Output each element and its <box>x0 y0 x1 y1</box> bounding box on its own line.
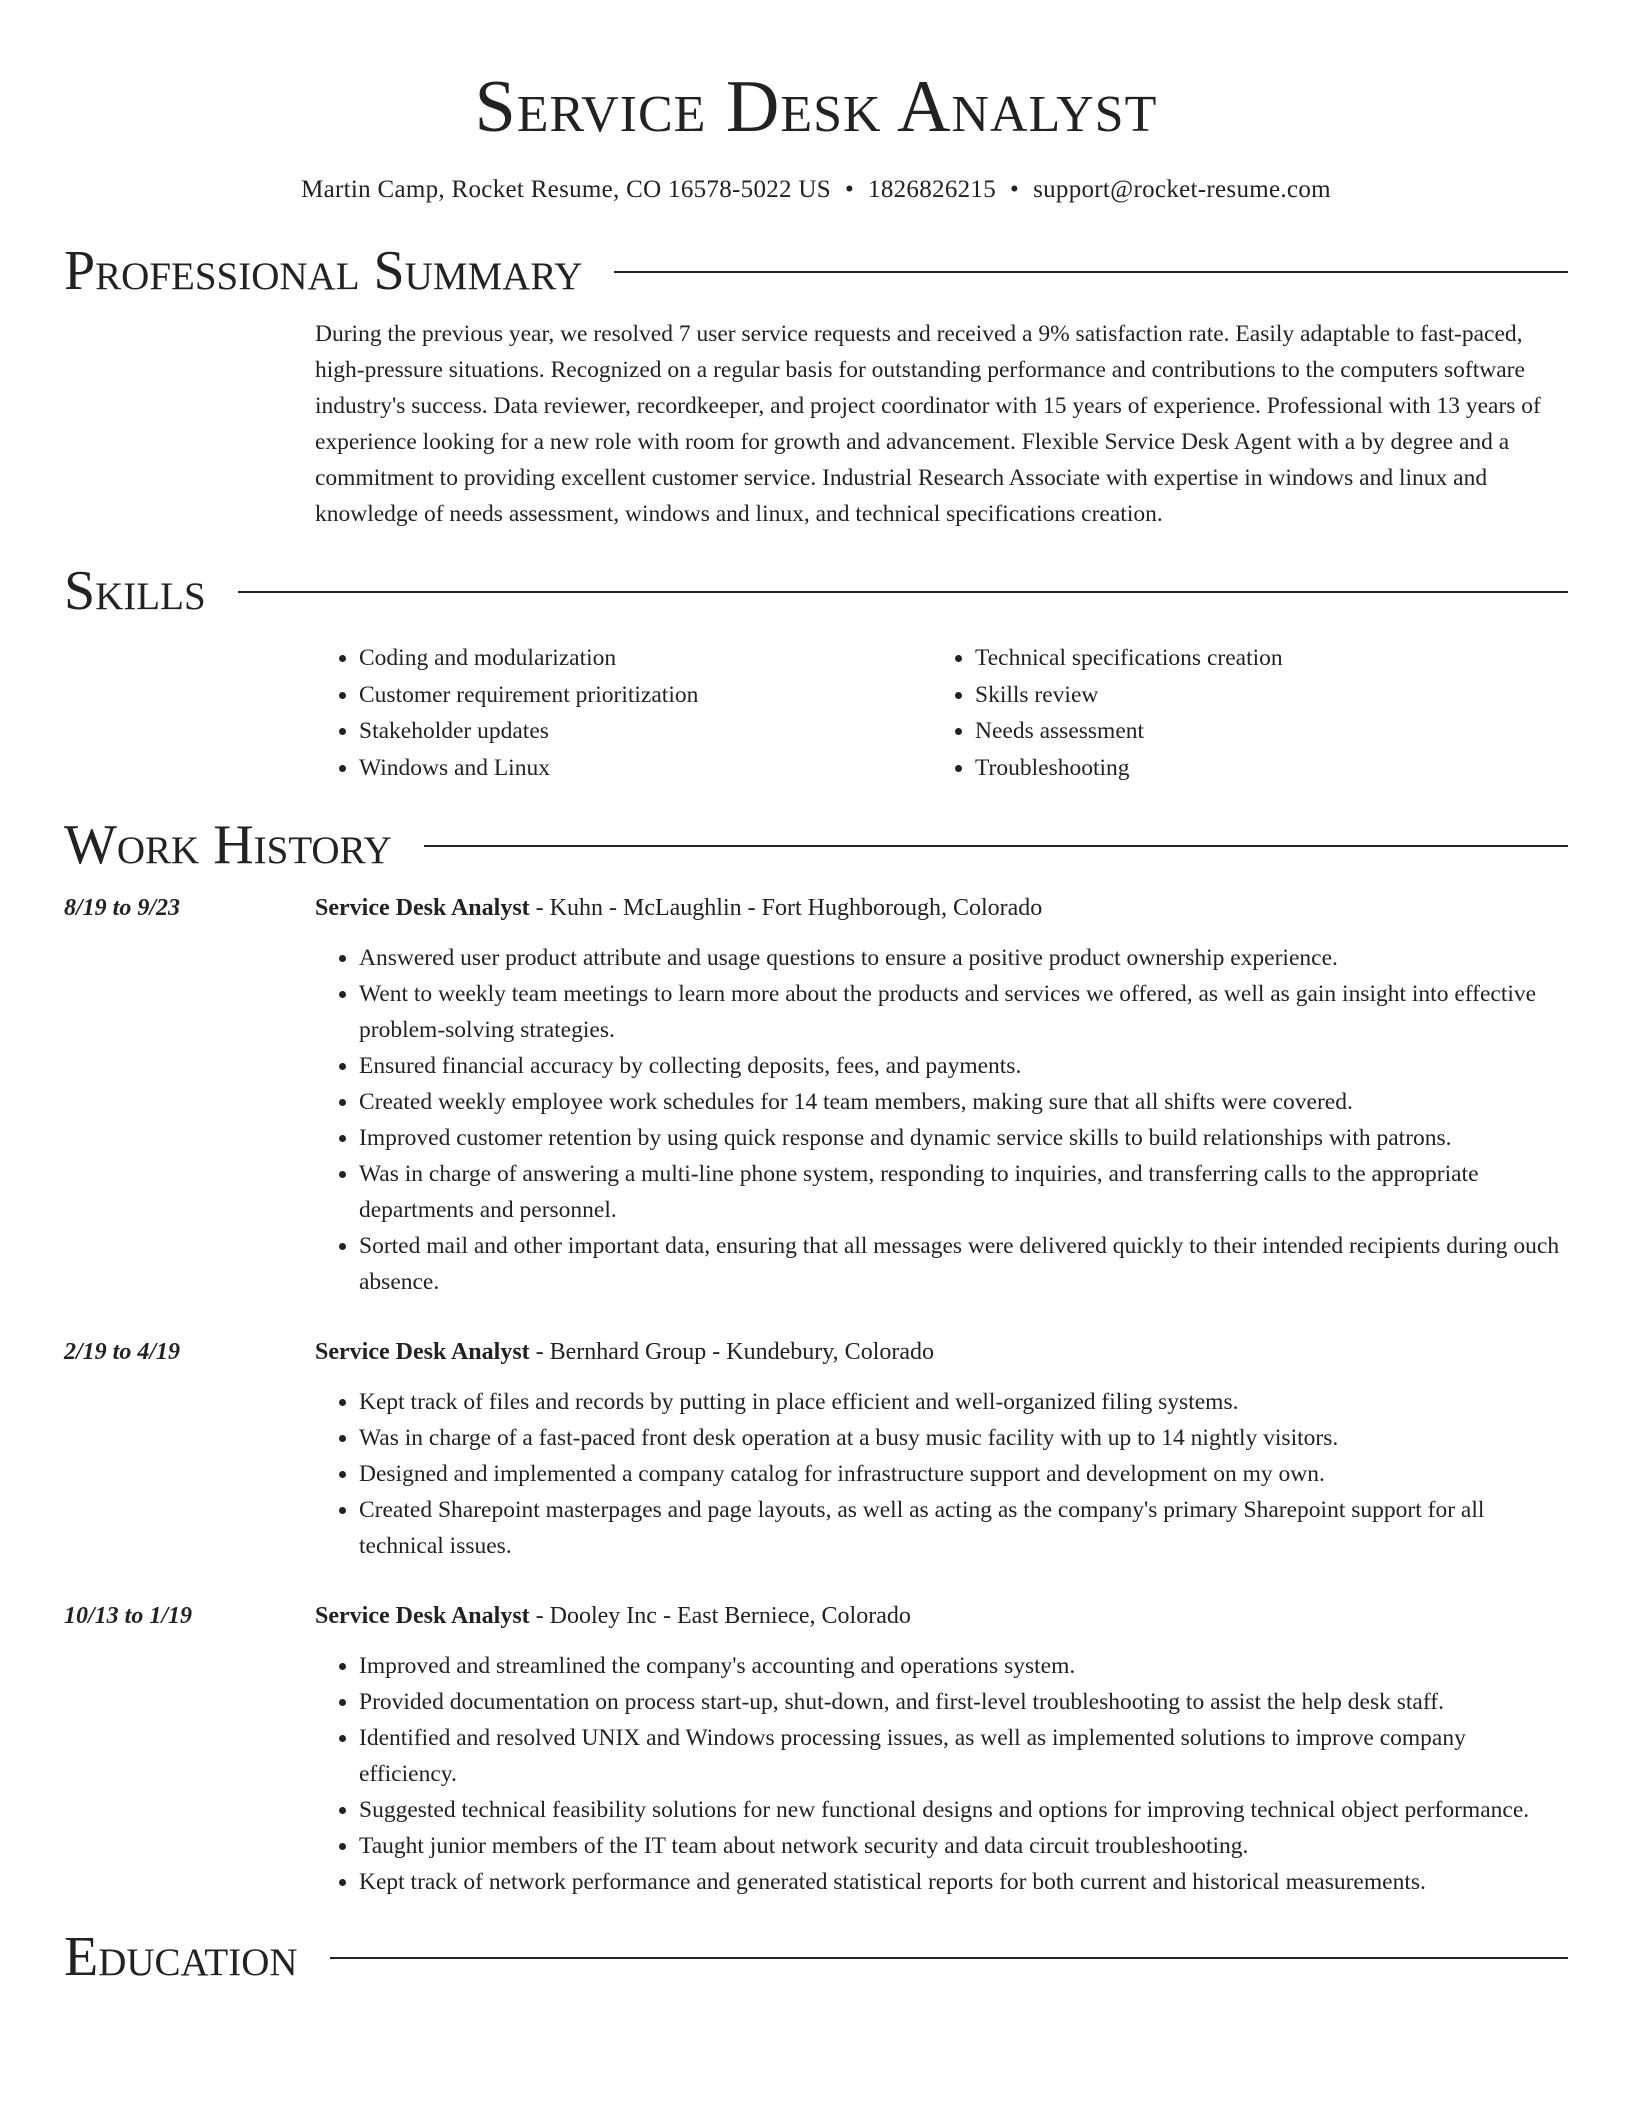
contact-email: support@rocket-resume.com <box>1033 176 1331 203</box>
job-bullet: • Created weekly employee work schedules for 14 team members, making sure that all shifts were covered. <box>359 1084 1568 1120</box>
job-employer-location: - Dooley Inc - East Berniece, Colorado <box>529 1603 911 1629</box>
skill-item: • Coding and modularization <box>359 640 931 677</box>
job-bullet: • Kept track of network performance and generated statistical reports for both current and historical measurements. <box>359 1864 1568 1900</box>
skill-item: • Needs assessment <box>975 713 1547 750</box>
job-header <box>315 1334 1568 1370</box>
job-bullet: • Went to weekly team meetings to learn more about the products and services we offered, as well as gain insight into effective problem-solving strategies. <box>359 976 1568 1048</box>
job-bullet: • Improved and streamlined the company's accounting and operations system. <box>359 1648 1568 1684</box>
skills-heading: Skills <box>64 560 206 622</box>
work-section-header <box>64 812 1568 878</box>
contact-phone: 1826826215 <box>868 176 997 203</box>
job-bullet: • Was in charge of answering a multi-line phone system, responding to inquiries, and transferring calls to the appropriate departments and personnel. <box>359 1156 1568 1228</box>
job-employer-location: - Bernhard Group - Kundebury, Colorado <box>529 1339 934 1365</box>
work-heading: Work History <box>64 814 392 876</box>
skill-item: • Customer requirement prioritization <box>359 677 931 714</box>
contact-line <box>64 174 1568 206</box>
job-bullet: • Was in charge of a fast-paced front desk operation at a busy music facility with up to 14 nightly visitors. <box>359 1420 1568 1456</box>
education-section-header <box>64 1924 1568 1990</box>
skill-item: • Troubleshooting <box>975 750 1547 787</box>
job-bullet: • Designed and implemented a company catalog for infrastructure support and development on my own. <box>359 1456 1568 1492</box>
contact-separator: • <box>844 176 855 203</box>
skill-item: • Stakeholder updates <box>359 713 931 750</box>
job-bullet: • Suggested technical feasibility solutions for new functional designs and options for improving technical object performance. <box>359 1792 1568 1828</box>
skills-column-left <box>315 640 931 786</box>
contact-separator: • <box>1010 176 1020 203</box>
skills-list <box>315 640 1568 786</box>
summary-heading: Professional Summary <box>64 240 583 302</box>
section-divider <box>614 271 1568 273</box>
job-employer-location: - Kuhn - McLaughlin - Fort Hughborough, Colorado <box>529 895 1043 921</box>
job-content <box>315 890 1568 1300</box>
job-title: Service Desk Analyst <box>315 1603 530 1629</box>
job-header <box>315 890 1568 926</box>
job-entry <box>64 1598 1568 1900</box>
contact-address: Martin Camp, Rocket Resume, CO 16578-5022 US <box>301 176 831 203</box>
skill-item: • Skills review <box>975 677 1547 714</box>
job-bullet: • Answered user product attribute and usage questions to ensure a positive product ownership experience. <box>359 940 1568 976</box>
resume-title: Service Desk Analyst <box>474 66 1158 148</box>
skills-section-header <box>64 558 1568 624</box>
job-bullets <box>315 1384 1568 1564</box>
job-bullet: • Provided documentation on process start-up, shut-down, and first-level troubleshooting to assist the help desk staff. <box>359 1684 1568 1720</box>
education-heading: Education <box>64 1926 298 1988</box>
skill-item: • Technical specifications creation <box>975 640 1547 677</box>
job-bullet: • Kept track of files and records by putting in place efficient and well-organized filing systems. <box>359 1384 1568 1420</box>
job-bullet: • Created Sharepoint masterpages and page layouts, as well as acting as the company's primary Sharepoint support for all technical issues. <box>359 1492 1568 1564</box>
job-entry <box>64 1334 1568 1564</box>
job-title: Service Desk Analyst <box>315 895 530 921</box>
summary-text: During the previous year, we resolved 7 user service requests and received a 9% satisfaction rate. Easily adaptable to fast-paced, high-pressure situations. Recognized on a regular basis for outstanding performance and contributions to the computers software industry's success. Data reviewer, recordkeeper, and project coordinator with 15 years of experience. Professional with 13 years of experience looking for a new role with room for growth and advancement. Flexible Service Desk Agent with a by degree and a commitment to providing excellent customer service. Industrial Research Associate with expertise in windows and linux and knowledge of needs assessment, windows and linux, and technical specifications creation. <box>315 321 1541 527</box>
section-divider <box>238 591 1568 593</box>
section-divider <box>330 1957 1568 1959</box>
job-dates: 8/19 to 9/23 <box>64 895 181 921</box>
job-bullet: • Taught junior members of the IT team about network security and data circuit troubleshooting. <box>359 1828 1568 1864</box>
job-content <box>315 1598 1568 1900</box>
job-bullets <box>315 1648 1568 1900</box>
job-bullet: • Ensured financial accuracy by collecting deposits, fees, and payments. <box>359 1048 1568 1084</box>
job-bullet: • Identified and resolved UNIX and Windows processing issues, as well as implemented solutions to improve company efficiency. <box>359 1720 1568 1792</box>
job-bullet: • Improved customer retention by using quick response and dynamic service skills to build relationships with patrons. <box>359 1120 1568 1156</box>
skill-item: • Windows and Linux <box>359 750 931 787</box>
job-bullet: • Sorted mail and other important data, ensuring that all messages were delivered quickly to their intended recipients during ouch absence. <box>359 1228 1568 1300</box>
section-divider <box>424 845 1568 847</box>
job-dates: 2/19 to 4/19 <box>64 1339 181 1365</box>
job-title: Service Desk Analyst <box>315 1339 530 1365</box>
resume-page <box>64 0 1568 1990</box>
job-content <box>315 1334 1568 1564</box>
skills-column-right <box>931 640 1547 786</box>
job-header <box>315 1598 1568 1634</box>
job-entry <box>64 890 1568 1300</box>
summary-section-header <box>64 238 1568 304</box>
job-dates: 10/13 to 1/19 <box>64 1603 193 1629</box>
job-bullets <box>315 940 1568 1300</box>
